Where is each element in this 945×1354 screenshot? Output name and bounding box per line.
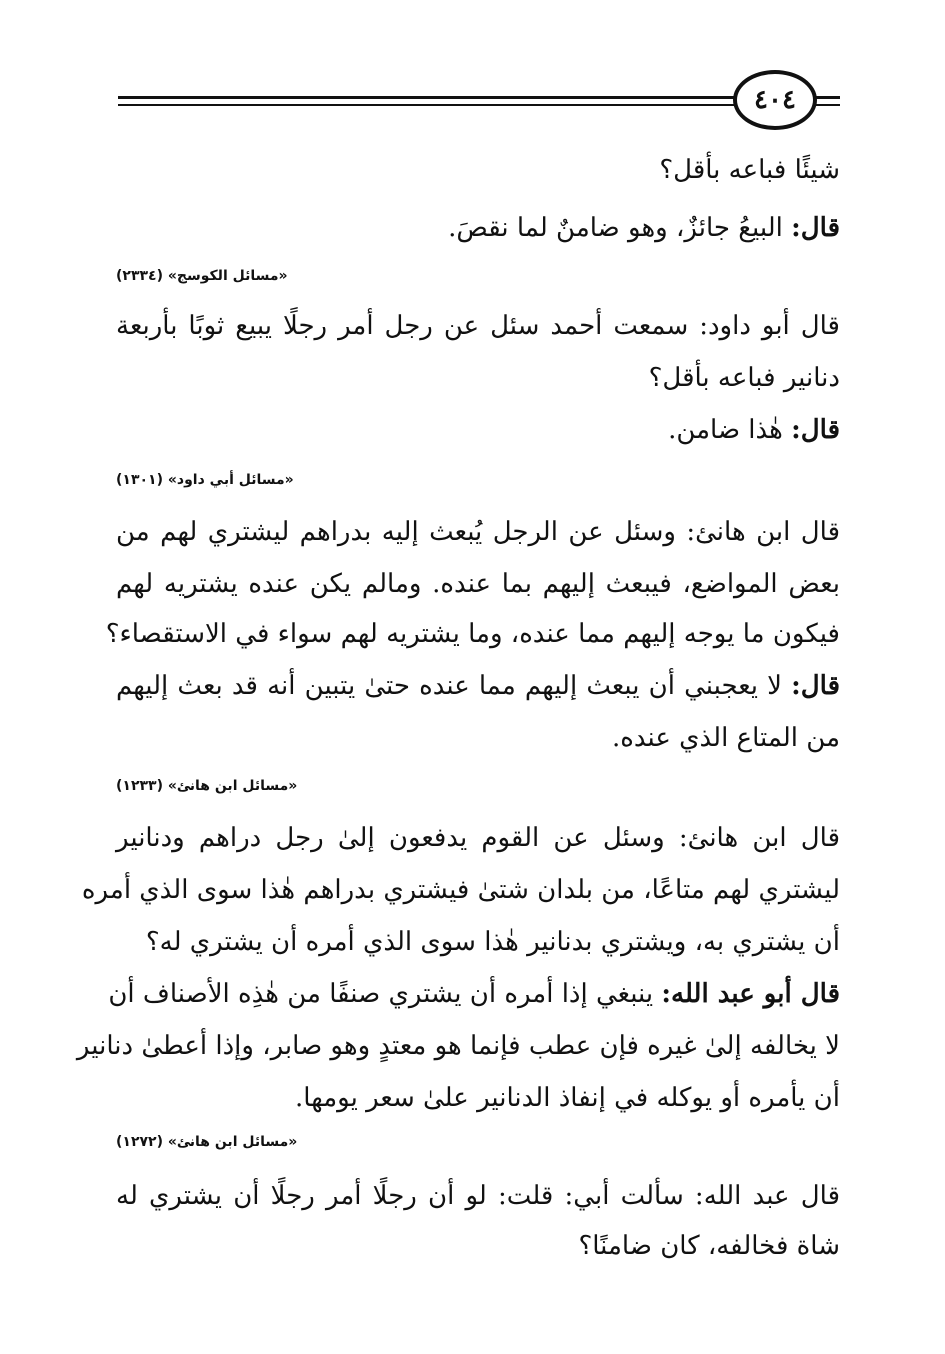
source-citation: «مسائل الكوسج» (٢٣٣٤): [116, 268, 288, 284]
header-rule: [118, 96, 735, 99]
text-line: قال ابن هانئ: وسئل عن القوم يدفعون إلىٰ رجل دراهم ودنانير: [116, 823, 840, 853]
text-line: قال أبو داود: سمعت أحمد سئل عن رجل أمر رجلًا يبيع ثوبًا بأربعة: [116, 311, 840, 341]
text-line: من المتاع الذي عنده.: [611, 723, 840, 753]
text-line: قال: هٰذا ضامن.: [668, 415, 840, 445]
text-line: قال أبو عبد الله: ينبغي إذا أمره أن يشتري صنفًا من هٰذِه الأصناف أن: [108, 979, 840, 1009]
header-rule: [815, 104, 840, 106]
text-line: بعض المواضع، فيبعث إليهم بما عنده. ومالم يكن عنده يشتريه لهم: [116, 569, 840, 599]
text-line: قال: البيعُ جائزٌ، وهو ضامنٌ لما نقصَ.: [448, 213, 840, 243]
speaker-label: قال:: [791, 415, 840, 445]
text-line: لا يخالفه إلىٰ غيره فإن عطب فإنما هو معتدٍ وهو صابر، وإذا أعطىٰ دنانير: [76, 1031, 840, 1061]
text-line: فيكون ما يوجه إليهم مما عنده، وما يشتريه لهم سواء في الاستقصاء؟: [105, 619, 840, 649]
text-line: دنانير فباعه بأقل؟: [648, 363, 840, 393]
speaker-label: قال:: [791, 671, 840, 701]
header-rule: [118, 104, 735, 106]
text-line: أن يأمره أو يوكله في إنفاذ الدنانير علىٰ سعر يومها.: [295, 1083, 840, 1113]
text-line: أن يشتري به، ويشتري بدنانير هٰذا سوى الذي أمره أن يشتري له؟: [145, 927, 840, 957]
speaker-label: قال:: [791, 213, 840, 243]
source-citation: «مسائل ابن هانئ» (١٢٧٢): [116, 1134, 298, 1150]
text-line: قال عبد الله: سألت أبي: قلت: لو أن رجلًا أمر رجلًا أن يشتري له: [116, 1181, 840, 1211]
header-rule: [815, 96, 840, 99]
text-line: ليشتري لهم متاعًا، من بلدان شتىٰ فيشتري بدراهم هٰذا سوى الذي أمره: [81, 875, 840, 905]
text-line: قال: لا يعجبني أن يبعث إليهم مما عنده حتىٰ يتبين أنه قد بعث إليهم: [116, 671, 840, 701]
text-line: قال ابن هانئ: وسئل عن الرجل يُبعث إليه بدراهم ليشتري لهم من: [116, 517, 840, 547]
page-number: ٤٠٤: [733, 70, 817, 130]
text-line: شيئًا فباعه بأقل؟: [659, 155, 840, 185]
source-citation: «مسائل ابن هانئ» (١٢٣٣): [116, 778, 298, 794]
speaker-label: قال أبو عبد الله:: [661, 979, 840, 1009]
text-line: شاة فخالفه، كان ضامنًا؟: [578, 1231, 840, 1261]
source-citation: «مسائل أبي داود» (١٣٠١): [116, 472, 294, 488]
